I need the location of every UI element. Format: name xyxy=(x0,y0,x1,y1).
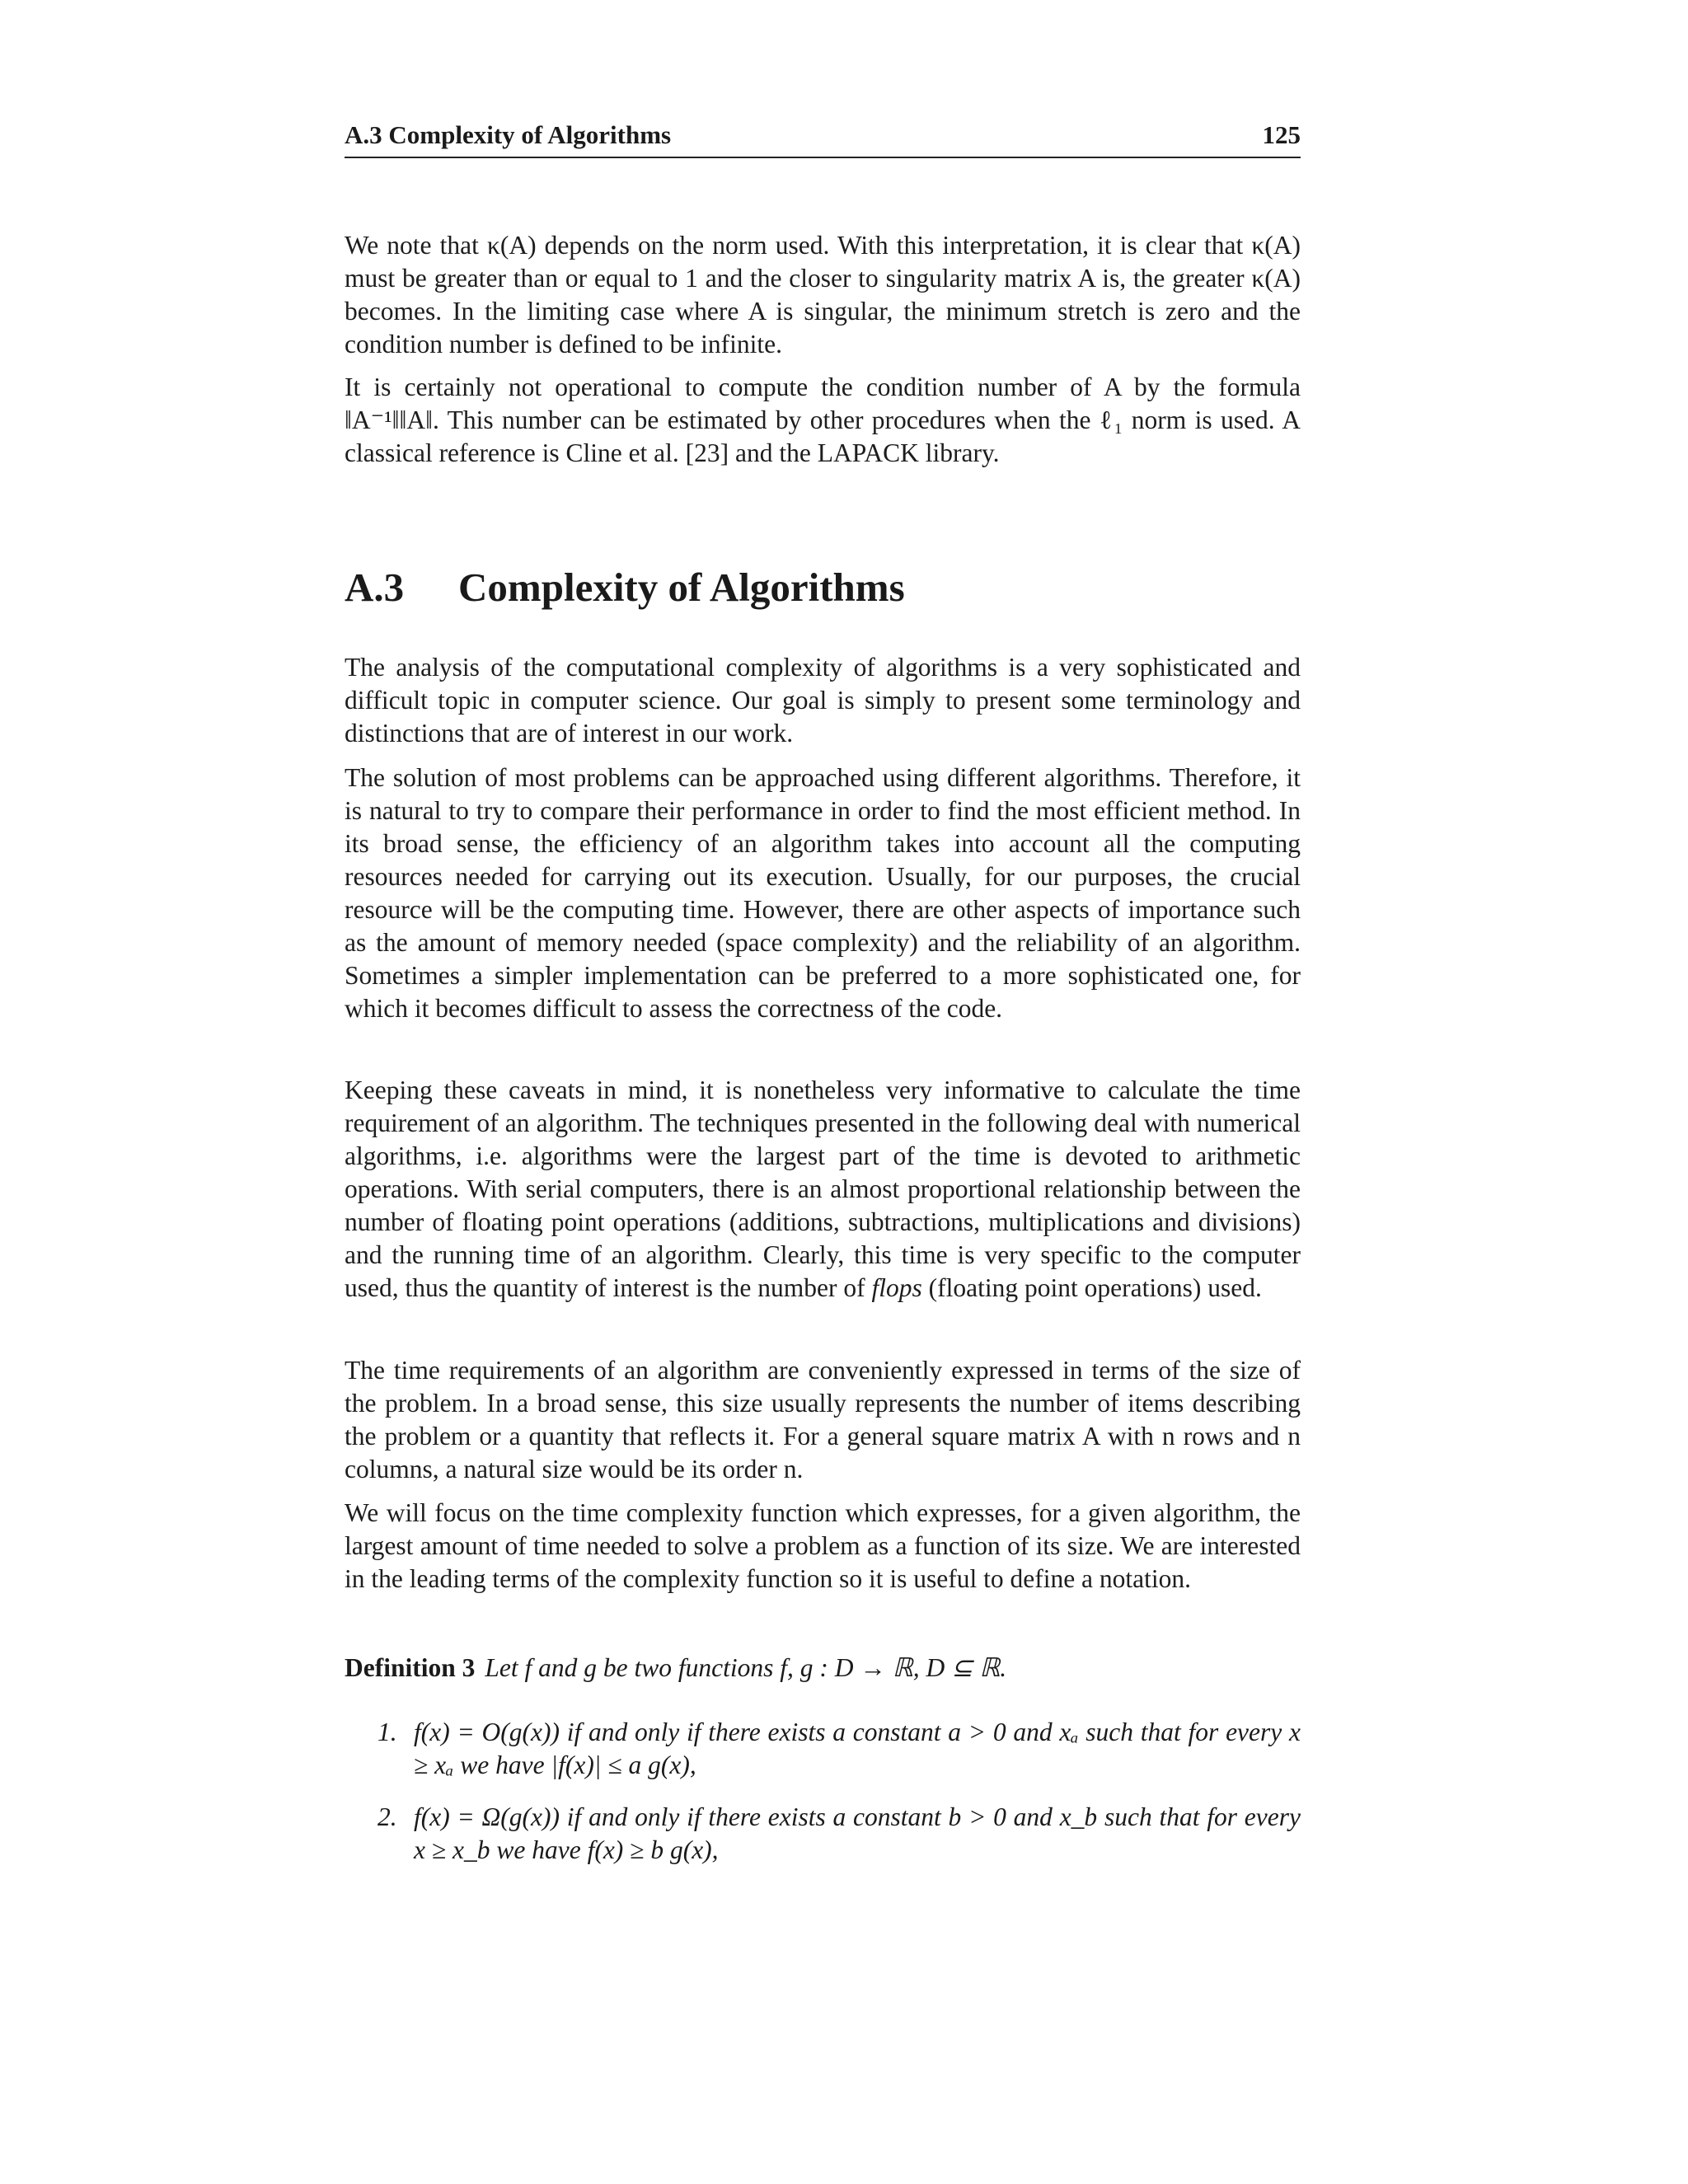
definition-item-text: f(x) = Ω(g(x)) if and only if there exists a constant b > 0 and x_b such that for every x ≥ x_b we have f(x) ≥ b g(x), xyxy=(414,1802,1301,1864)
paragraph-operational: It is certainly not operational to compute the condition number of A by the formula ‖A⁻¹‖‖A‖. This number can be estimated by other procedures when the ℓ₁ norm is used. A classical reference is Cline et al. [23] and the LAPACK library. xyxy=(345,373,1301,467)
flops-emphasis: flops xyxy=(871,1273,922,1302)
definition-item xyxy=(377,1716,1301,1782)
page-number: 125 xyxy=(1262,120,1301,149)
running-head-title: A.3 Complexity of Algorithms xyxy=(345,120,672,149)
paragraph-condition-number: We note that κ(A) depends on the norm used. With this interpretation, it is clear that κ(A) must be greater than or equal to 1 and the closer to singularity matrix A is, the greater κ(A) becomes. In the limiting case where A is singular, the minimum stretch is zero and the condition number is defined to be infinite. xyxy=(345,231,1301,359)
paragraph-problem-size: The time requirements of an algorithm are conveniently expressed in terms of the size of the problem. In a broad sense, this size usually represents the number of items describing the problem or a quantity that reflects it. For a general square matrix A with n rows and n columns, a natural size would be its order n. xyxy=(345,1356,1301,1483)
paragraph-flops xyxy=(345,1074,1301,1305)
paragraph-efficiency: The solution of most problems can be approached using different algorithms. Therefore, it is natural to try to compare their performance in order to find the most efficient method. In its broad sense, the efficiency of an algorithm takes into account all the computing resources needed for carrying out its execution. Usually, for our purposes, the crucial resource will be the computing time. However, there are other aspects of importance such as the amount of memory needed (space complexity) and the reliability of an algorithm. Sometimes a simpler implementation can be preferred to a more sophisticated one, for which it becomes difficult to assess the correctness of the code. xyxy=(345,763,1301,1023)
section-heading xyxy=(345,564,905,611)
running-head xyxy=(345,120,1301,158)
paragraph-time-complexity: We will focus on the time complexity function which expresses, for a given algorithm, the largest amount of time needed to solve a problem as a function of its size. We are interested in the leading terms of the complexity function so it is useful to define a notation. xyxy=(345,1498,1301,1593)
paragraph-intro: The analysis of the computational complexity of algorithms is a very sophisticated and difficult topic in computer science. Our goal is simply to present some terminology and distinctions that are of interest in our work. xyxy=(345,653,1301,748)
list-marker: 2. xyxy=(377,1802,397,1831)
section-number: A.3 xyxy=(345,565,405,610)
definition-item xyxy=(377,1801,1301,1867)
paragraph-flops-text-after: (floating point operations) used. xyxy=(921,1273,1262,1302)
definition-label: Definition 3 xyxy=(345,1653,476,1682)
section-title: Complexity of Algorithms xyxy=(458,565,905,610)
definition-statement: Let f and g be two functions f, g : D → ℝ, D ⊆ ℝ. xyxy=(485,1653,1007,1682)
definition-item-text: f(x) = O(g(x)) if and only if there exists a constant a > 0 and xₐ such that for every x ≥ xₐ we have |f(x)| ≤ a g(x), xyxy=(414,1718,1301,1779)
definition-block xyxy=(345,1652,1301,1685)
list-marker: 1. xyxy=(377,1718,397,1746)
paragraph-flops-text-before: Keeping these caveats in mind, it is nonetheless very informative to calculate the time requirement of an algorithm. The techniques presented in the following deal with numerical algorithms, i.e. algorithms were the largest part of the time is devoted to arithmetic operations. With serial computers, there is an almost proportional relationship between the number of floating point operations (additions, subtractions, multiplications and divisions) and the running time of an algorithm. Clearly, this time is very specific to the computer used, thus the quantity of interest is the number of xyxy=(345,1076,1301,1302)
